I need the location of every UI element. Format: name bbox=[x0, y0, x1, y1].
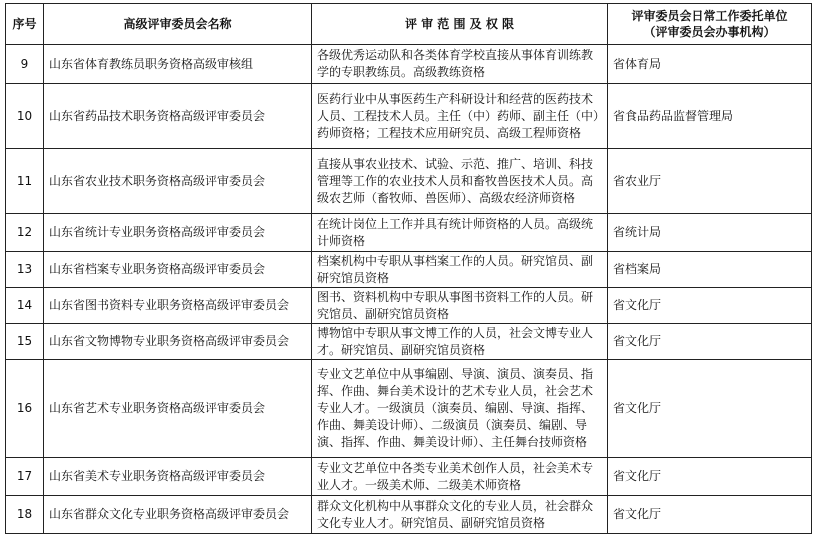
table-row bbox=[6, 45, 812, 84]
header-unit-line2: （评审委员会办事机构） bbox=[643, 25, 776, 39]
header-unit bbox=[608, 4, 812, 45]
row-scope: 专业文艺单位中从事编剧、导演、演员、演奏员、指挥、作曲、舞台美术设计的艺术专业人员，社会艺术专业人才。一级演员（演奏员、编剧、导演、指挥、作曲、舞美设计师）、二级演员（演奏员、编剧、导演、指挥、作曲、舞美设计师）、主任舞台技师资格 bbox=[312, 360, 608, 458]
row-scope: 档案机构中专职从事档案工作的人员。研究馆员、副研究馆员资格 bbox=[312, 252, 608, 288]
row-scope: 直接从事农业技术、试验、示范、推广、培训、科技管理等工作的农业技术人员和畜牧兽医技术人员。高级农艺师（畜牧师、兽医师）、高级农经济师资格 bbox=[312, 149, 608, 214]
table-row bbox=[6, 496, 812, 534]
row-name: 山东省药品技术职务资格高级评审委员会 bbox=[44, 84, 312, 149]
row-num: 11 bbox=[6, 149, 44, 214]
table-row bbox=[6, 288, 812, 324]
row-unit: 省文化厅 bbox=[608, 496, 812, 534]
row-scope: 医药行业中从事医药生产科研设计和经营的医药技术人员、工程技术人员。主任（中）药师、副主任（中）药师资格；工程技术应用研究员、高级工程师资格 bbox=[312, 84, 608, 149]
row-name: 山东省体育教练员职务资格高级审核组 bbox=[44, 45, 312, 84]
row-name: 山东省美术专业职务资格高级评审委员会 bbox=[44, 458, 312, 496]
table-row bbox=[6, 360, 812, 458]
row-unit: 省统计局 bbox=[608, 214, 812, 252]
row-num: 9 bbox=[6, 45, 44, 84]
row-unit: 省档案局 bbox=[608, 252, 812, 288]
table-row bbox=[6, 252, 812, 288]
row-unit: 省文化厅 bbox=[608, 458, 812, 496]
row-num: 14 bbox=[6, 288, 44, 324]
table-row bbox=[6, 214, 812, 252]
row-scope: 图书、资料机构中专职从事图书资料工作的人员。研究馆员、副研究馆员资格 bbox=[312, 288, 608, 324]
row-name: 山东省文物博物专业职务资格高级评审委员会 bbox=[44, 324, 312, 360]
row-num: 17 bbox=[6, 458, 44, 496]
row-scope: 专业文艺单位中各类专业美术创作人员，社会美术专业人才。一级美术师、二级美术师资格 bbox=[312, 458, 608, 496]
row-name: 山东省统计专业职务资格高级评审委员会 bbox=[44, 214, 312, 252]
row-unit: 省文化厅 bbox=[608, 288, 812, 324]
header-unit-line1: 评审委员会日常工作委托单位 bbox=[631, 9, 788, 23]
row-unit: 省农业厅 bbox=[608, 149, 812, 214]
row-name: 山东省档案专业职务资格高级评审委员会 bbox=[44, 252, 312, 288]
header-scope: 评 审 范 围 及 权 限 bbox=[312, 4, 608, 45]
row-scope: 在统计岗位上工作并具有统计师资格的人员。高级统计师资格 bbox=[312, 214, 608, 252]
row-scope: 博物馆中专职从事文博工作的人员，社会文博专业人才。研究馆员、副研究馆员资格 bbox=[312, 324, 608, 360]
row-num: 12 bbox=[6, 214, 44, 252]
table-row bbox=[6, 324, 812, 360]
header-name: 高级评审委员会名称 bbox=[44, 4, 312, 45]
header-num: 序号 bbox=[6, 4, 44, 45]
row-unit: 省体育局 bbox=[608, 45, 812, 84]
table-header-row bbox=[6, 4, 812, 45]
row-num: 15 bbox=[6, 324, 44, 360]
qualification-committee-table bbox=[5, 3, 812, 534]
row-num: 10 bbox=[6, 84, 44, 149]
row-unit: 省文化厅 bbox=[608, 324, 812, 360]
row-name: 山东省图书资料专业职务资格高级评审委员会 bbox=[44, 288, 312, 324]
row-unit: 省食品药品监督管理局 bbox=[608, 84, 812, 149]
row-scope: 群众文化机构中从事群众文化的专业人员，社会群众文化专业人才。研究馆员、副研究馆员资格 bbox=[312, 496, 608, 534]
table-row bbox=[6, 458, 812, 496]
table-row bbox=[6, 149, 812, 214]
row-num: 18 bbox=[6, 496, 44, 534]
row-name: 山东省农业技术职务资格高级评审委员会 bbox=[44, 149, 312, 214]
row-scope: 各级优秀运动队和各类体育学校直接从事体育训练教学的专职教练员。高级教练资格 bbox=[312, 45, 608, 84]
row-name: 山东省群众文化专业职务资格高级评审委员会 bbox=[44, 496, 312, 534]
row-num: 13 bbox=[6, 252, 44, 288]
row-num: 16 bbox=[6, 360, 44, 458]
row-unit: 省文化厅 bbox=[608, 360, 812, 458]
row-name: 山东省艺术专业职务资格高级评审委员会 bbox=[44, 360, 312, 458]
table-row bbox=[6, 84, 812, 149]
